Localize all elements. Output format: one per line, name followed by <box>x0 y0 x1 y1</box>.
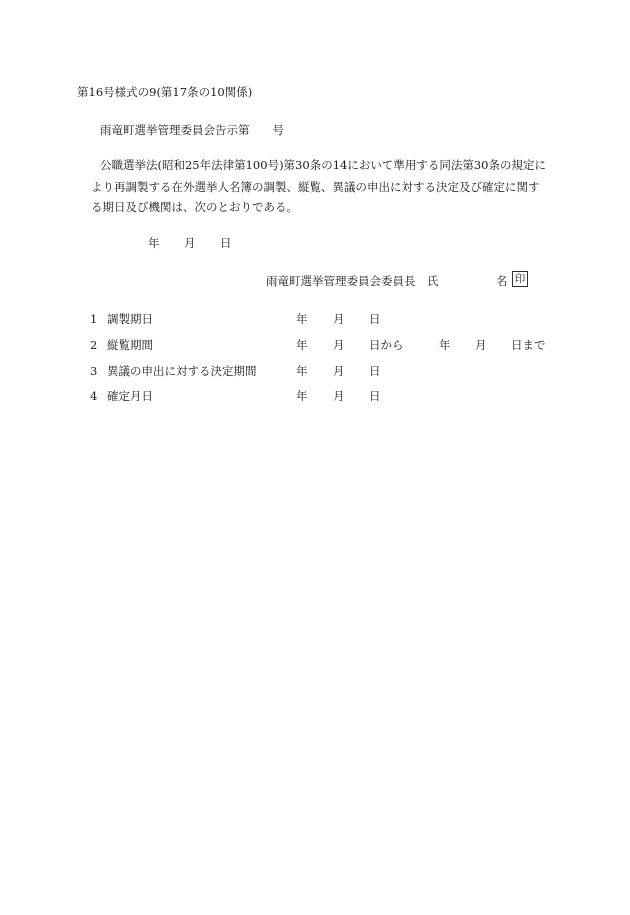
signature-line: 雨竜町選挙管理委員会委員長 氏 名 <box>266 274 508 288</box>
item-number: 4 <box>90 389 98 403</box>
item-day: 日 <box>369 312 381 326</box>
item-year: 年 <box>296 364 308 378</box>
item-day-end: 日まで <box>511 338 546 352</box>
item-year: 年 <box>296 389 308 403</box>
item-number: 2 <box>90 338 98 352</box>
item-label: 調製期日 <box>107 312 153 326</box>
date-year: 年 <box>148 236 160 250</box>
date-day: 日 <box>220 236 232 250</box>
paragraph-line: より再調製する在外選挙人名簿の調製、縦覧、異議の申出に対する決定及び確定に関す <box>91 180 540 194</box>
notice-title: 雨竜町選挙管理委員会告示第 号 <box>100 123 284 137</box>
item-number: 1 <box>90 312 98 326</box>
item-month: 月 <box>333 364 345 378</box>
item-month: 月 <box>333 389 345 403</box>
seal-mark: 印 <box>512 271 528 287</box>
date-month: 月 <box>184 236 196 250</box>
item-month: 月 <box>333 312 345 326</box>
item-year: 年 <box>296 338 308 352</box>
item-day: 日から <box>369 338 404 352</box>
item-month: 月 <box>333 338 345 352</box>
item-number: 3 <box>90 364 98 378</box>
item-month-end: 月 <box>475 338 487 352</box>
item-year-end: 年 <box>439 338 451 352</box>
item-year: 年 <box>296 312 308 326</box>
paragraph-line: る期日及び機関は、次のとおりである。 <box>91 200 298 214</box>
item-day: 日 <box>369 364 381 378</box>
item-day: 日 <box>369 389 381 403</box>
paragraph-line: 公職選挙法(昭和25年法律第100号)第30条の14において準用する同法第30条の規定に <box>100 158 546 172</box>
form-number: 第16号様式の9(第17条の10関係) <box>77 85 253 99</box>
item-label: 縦覧期間 <box>107 338 153 352</box>
item-label: 異議の申出に対する決定期間 <box>107 364 257 378</box>
item-label: 確定月日 <box>107 389 153 403</box>
